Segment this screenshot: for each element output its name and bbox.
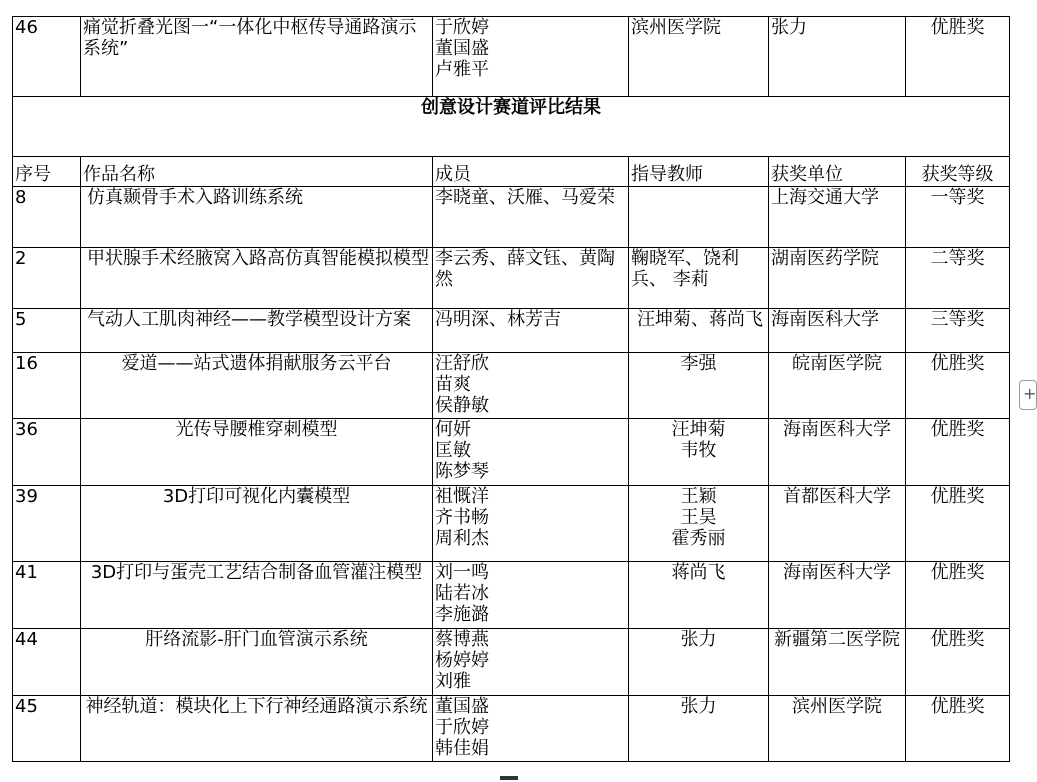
members: 汪舒欣 苗爽 侯静敏: [433, 353, 629, 419]
row-number: 2: [13, 248, 81, 309]
work-title: 甲状腺手术经腋窝入路高仿真智能模拟模型: [81, 248, 433, 309]
award-unit: 滨州医学院: [769, 696, 906, 762]
table-row: [13, 248, 1010, 309]
award-grade: 二等奖: [906, 248, 1010, 309]
award-grade: 优胜奖: [906, 562, 1010, 629]
members: 于欣婷 董国盛 卢雅平: [433, 17, 629, 97]
table-row: [13, 419, 1010, 486]
header-unit: 获奖单位: [769, 157, 906, 187]
award-unit: 首都医科大学: [769, 486, 906, 562]
table-row: [13, 696, 1010, 762]
header-no: 序号: [13, 157, 81, 187]
header-teacher: 指导教师: [629, 157, 769, 187]
members: 董国盛 于欣婷 韩佳娟: [433, 696, 629, 762]
section-row: [13, 97, 1010, 157]
work-title: 气动人工肌肉神经——教学模型设计方案: [81, 309, 433, 353]
header-row: [13, 157, 1010, 187]
teacher: 蒋尚飞: [629, 562, 769, 629]
row-number: 44: [13, 629, 81, 696]
table-row: [13, 309, 1010, 353]
row-number: 41: [13, 562, 81, 629]
members: 李晓童、沃雁、马爱荣: [433, 187, 629, 248]
award-unit: 海南医科大学: [769, 309, 906, 353]
award-unit: 皖南医学院: [769, 353, 906, 419]
award-unit: 湖南医药学院: [769, 248, 906, 309]
header-title: 作品名称: [81, 157, 433, 187]
teacher: 鞠晓军、饶利兵、 李莉: [629, 248, 769, 309]
award-grade: 优胜奖: [906, 353, 1010, 419]
teacher: 张力: [629, 629, 769, 696]
award-unit: 新疆第二医学院: [769, 629, 906, 696]
members: 祖慨洋 齐书畅 周利杰: [433, 486, 629, 562]
members: 何妍 匡敏 陈梦琴: [433, 419, 629, 486]
members: 蔡博燕 杨婷婷 刘雅: [433, 629, 629, 696]
teacher: 张力: [769, 17, 906, 97]
table-row: [13, 353, 1010, 419]
award-unit: 海南医科大学: [769, 562, 906, 629]
row-number: 5: [13, 309, 81, 353]
row-number: 36: [13, 419, 81, 486]
award-grade: 优胜奖: [906, 629, 1010, 696]
award-grade: 一等奖: [906, 187, 1010, 248]
table-row: [13, 17, 1010, 97]
award-grade: 三等奖: [906, 309, 1010, 353]
award-grade: 优胜奖: [906, 486, 1010, 562]
work-title: 神经轨道：模块化上下行神经通路演示系统: [81, 696, 433, 762]
table-row: [13, 486, 1010, 562]
work-title: 肝络流影-肝门血管演示系统: [81, 629, 433, 696]
row-number: 46: [13, 17, 81, 97]
award: 优胜奖: [906, 17, 1010, 97]
row-number: 39: [13, 486, 81, 562]
work-title: 3D打印与蛋壳工艺结合制备血管灌注模型: [81, 562, 433, 629]
work-title: 3D打印可视化内囊模型: [81, 486, 433, 562]
award-grade: 优胜奖: [906, 696, 1010, 762]
table-row: [13, 187, 1010, 248]
table-row: [13, 562, 1010, 629]
row-number: 45: [13, 696, 81, 762]
members: 李云秀、薛文钰、黄陶然: [433, 248, 629, 309]
award-unit: 海南医科大学: [769, 419, 906, 486]
results-table: [12, 16, 1010, 762]
work-title: 仿真颞骨手术入路训练系统: [81, 187, 433, 248]
award-unit: 上海交通大学: [769, 187, 906, 248]
header-members: 成员: [433, 157, 629, 187]
row-number: 8: [13, 187, 81, 248]
section-title: 创意设计赛道评比结果: [13, 97, 1010, 157]
header-grade: 获奖等级: [906, 157, 1010, 187]
page-break-marker: [500, 776, 518, 780]
school: 滨州医学院: [629, 17, 769, 97]
work-title: 光传导腰椎穿刺模型: [81, 419, 433, 486]
work-title: 爱道——站式遗体捐献服务云平台: [81, 353, 433, 419]
teacher: 汪坤菊、蒋尚飞: [629, 309, 769, 353]
teacher: 张力: [629, 696, 769, 762]
table-row: [13, 629, 1010, 696]
teacher: 汪坤菊 韦牧: [629, 419, 769, 486]
work-title: 痛觉折叠光图一“一体化中枢传导通路演示系统”: [81, 17, 433, 97]
teacher: 王颖 王昊 霍秀丽: [629, 486, 769, 562]
teacher: [629, 187, 769, 248]
award-grade: 优胜奖: [906, 419, 1010, 486]
members: 刘一鸣 陆若冰 李施潞: [433, 562, 629, 629]
row-number: 16: [13, 353, 81, 419]
teacher: 李强: [629, 353, 769, 419]
members: 冯明深、林芳吉: [433, 309, 629, 353]
plus-icon[interactable]: +: [1019, 380, 1037, 410]
